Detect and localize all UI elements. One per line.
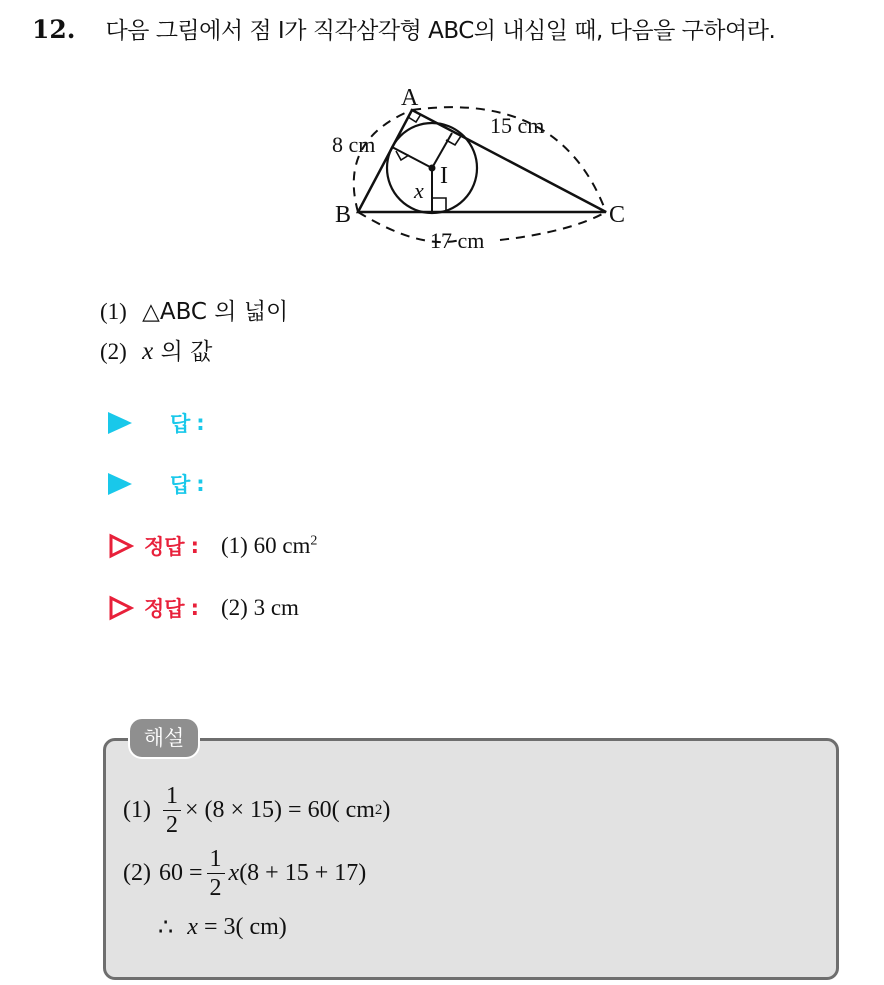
solution-1-expression: × (8 × 15) = 60( cm: [184, 797, 375, 823]
fraction-numerator: 1: [163, 784, 181, 811]
fraction-denominator: 2: [165, 812, 178, 838]
play-arrow-icon: [108, 412, 132, 434]
therefore-symbol: ∴: [158, 915, 174, 941]
length-ab-label: 8 cm: [332, 132, 376, 157]
correct-answer-label: 정답: [144, 597, 185, 621]
right-angle-mark-ac: [446, 136, 461, 145]
solution-2-var: x: [228, 860, 240, 886]
solution-1-end: ): [382, 797, 391, 823]
right-angle-mark-bc: [432, 198, 446, 212]
explanation-tab: 해설: [130, 719, 198, 757]
answer-label: 답: [170, 412, 191, 436]
correct-answer-row-1: [108, 528, 317, 564]
incenter-label: I: [440, 163, 448, 189]
answer-row-1[interactable]: [108, 405, 205, 441]
outline-arrow-icon: [108, 533, 134, 559]
fraction-numerator: 1: [207, 847, 225, 874]
answer-number: (2): [220, 595, 248, 620]
answer-superscript: 2: [310, 533, 318, 549]
sub-question-2-number: (2): [100, 339, 127, 364]
length-bc-label: 17 cm: [430, 228, 485, 253]
correct-answer-colon: :: [190, 596, 199, 620]
answer-text: 3 cm: [253, 595, 299, 620]
solution-line-2: [123, 847, 366, 900]
sub-question-1: [100, 293, 288, 326]
answer-colon: :: [196, 411, 205, 435]
correct-answer-colon: :: [190, 534, 199, 558]
radius-to-ab: [392, 147, 432, 168]
correct-answer-label: 정답: [144, 535, 185, 559]
answer-colon: :: [196, 472, 205, 496]
fraction-half: [163, 784, 181, 837]
correct-answer-value-2: [221, 595, 299, 621]
solution-3-var: x: [187, 914, 198, 940]
sub-question-1-text: △ABC 의 넓이: [142, 299, 289, 325]
question-text: 다음 그림에서 점 I가 직각삼각형 ABC의 내심일 때, 다음을 구하여라.: [105, 18, 776, 44]
answer-text: 60 cm: [253, 533, 311, 558]
solution-line-3: [158, 913, 287, 942]
incenter-dot: [429, 165, 436, 172]
solution-line-1: [123, 784, 390, 837]
length-ac-label: 15 cm: [490, 113, 545, 138]
outline-arrow-icon: [108, 595, 134, 621]
vertex-b-label: B: [335, 202, 352, 228]
fraction-half: [207, 847, 225, 900]
fraction-denominator: 2: [209, 875, 222, 901]
sub-question-1-number: (1): [100, 299, 127, 324]
radius-x-label: x: [414, 178, 424, 203]
solution-2-number: (2): [123, 860, 151, 886]
answer-row-2[interactable]: [108, 466, 205, 502]
solution-2-lead: 60 =: [158, 860, 203, 886]
answer-label: 답: [170, 473, 191, 497]
correct-answer-value-1: [221, 533, 317, 559]
triangle-figure: [320, 80, 650, 260]
sub-question-2-var: x: [142, 338, 154, 365]
triangle-abc: [358, 110, 606, 212]
answer-number: (1): [220, 533, 248, 558]
solution-1-superscript: 2: [374, 802, 383, 818]
solution-3-expression: = 3( cm): [203, 914, 287, 940]
solution-2-expression: (8 + 15 + 17): [239, 860, 367, 886]
question-number: 12.: [32, 15, 76, 44]
play-arrow-icon: [108, 473, 132, 495]
vertex-c-label: C: [609, 202, 626, 228]
vertex-a-label: A: [401, 85, 419, 111]
sub-question-2-text: 의 값: [160, 339, 213, 365]
correct-answer-row-2: [108, 590, 299, 626]
question-header: [32, 12, 775, 45]
sub-question-2: [100, 333, 212, 366]
solution-1-number: (1): [123, 797, 151, 823]
